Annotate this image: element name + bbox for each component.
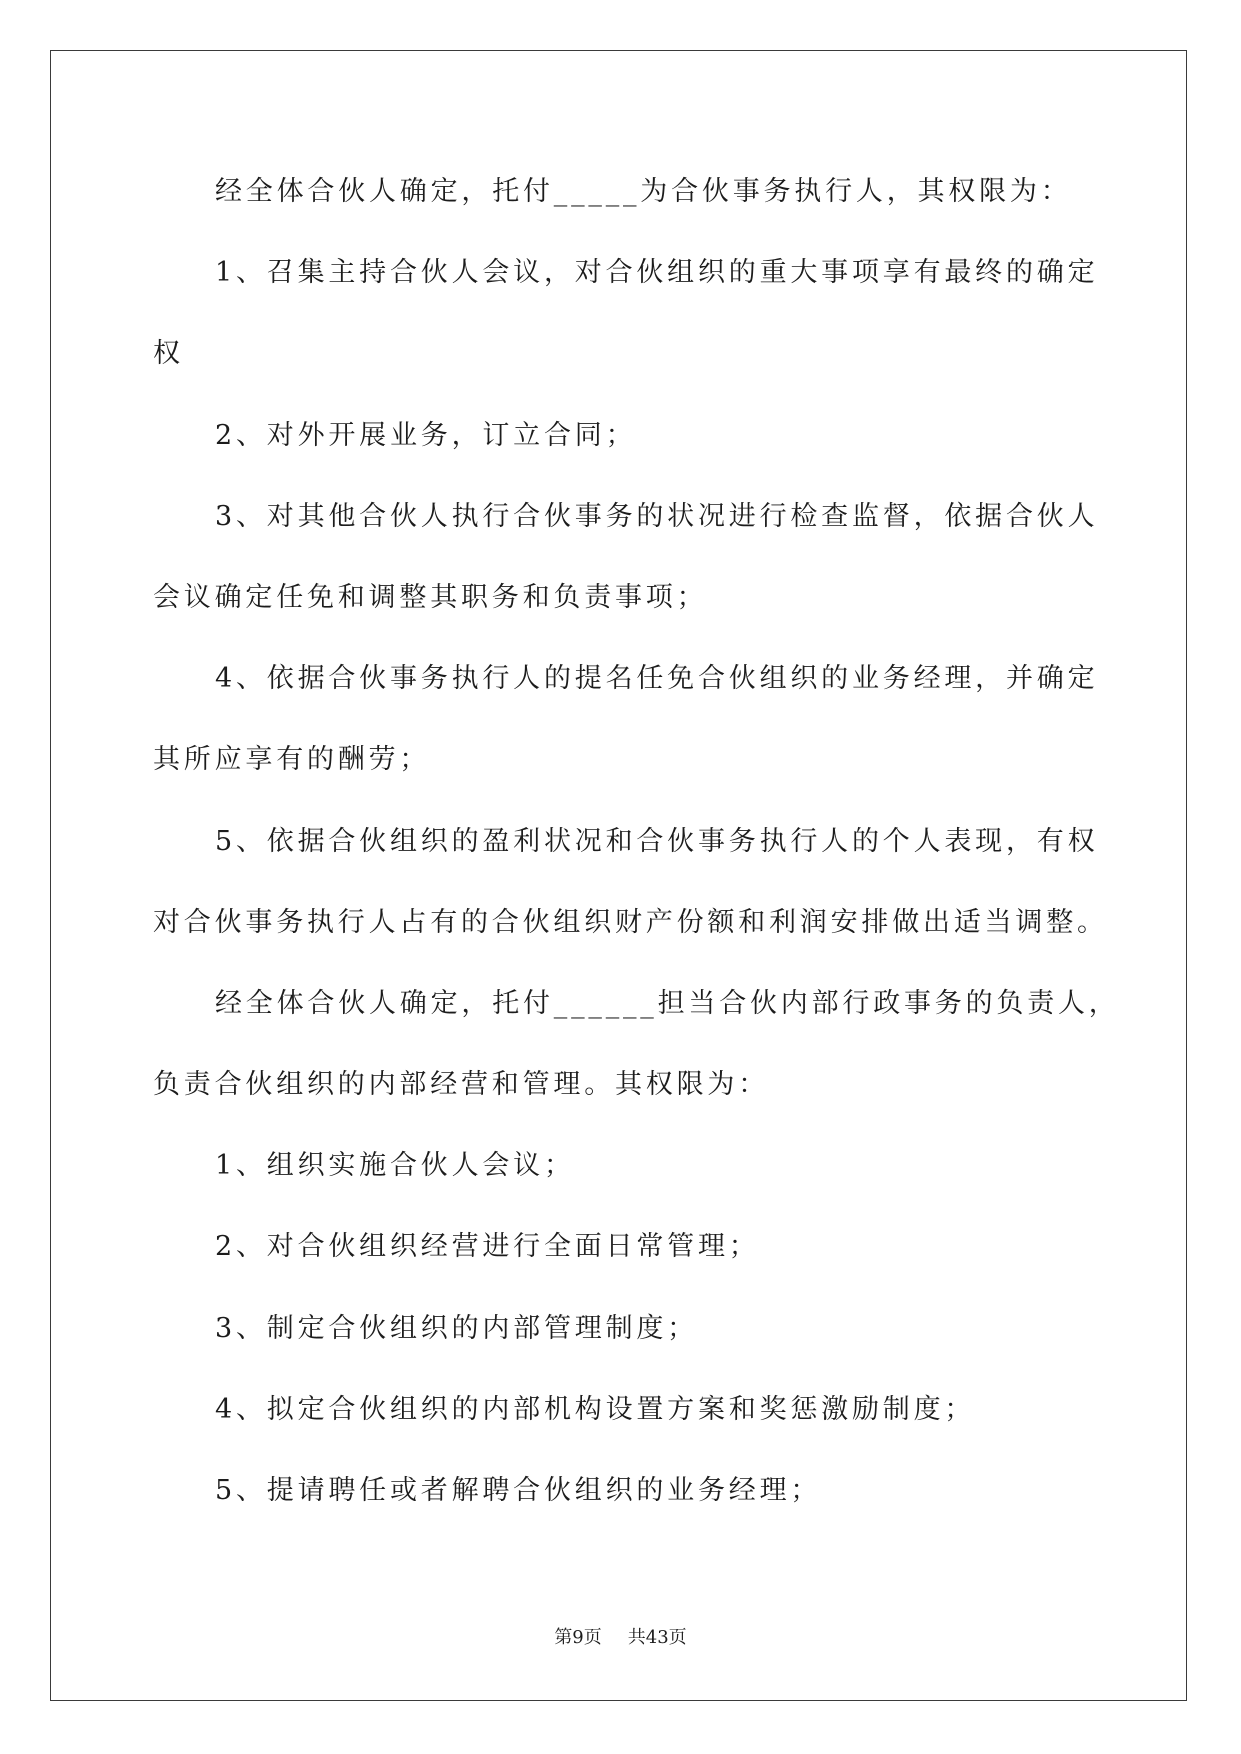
paragraph-line: 5、提请聘任或者解聘合伙组织的业务经理；: [215, 1475, 822, 1506]
paragraph-line: 负责合伙组织的内部经营和管理。其权限为：: [153, 1069, 769, 1101]
paragraph: [153, 638, 1153, 800]
paragraph-line: 对合伙事务执行人占有的合伙组织财产份额和利润安排做出适当调整。: [153, 906, 1108, 938]
paragraph: [153, 1125, 1153, 1206]
paragraph: [153, 1450, 1153, 1531]
paragraph: [153, 1206, 1153, 1287]
paragraph-line: 5、依据合伙组织的盈利状况和合伙事务执行人的个人表现，有权: [215, 825, 1099, 857]
paragraph-line: 3、对其他合伙人执行合伙事务的状况进行检查监督，依据合伙人: [215, 500, 1099, 532]
total-page-count: 共43页: [627, 1627, 687, 1648]
paragraph-line: 经全体合伙人确定，托付______担当合伙内部行政事务的负责人，: [215, 987, 1120, 1019]
paragraph-line: 会议确定任免和调整其职务和负责事项；: [153, 581, 708, 613]
page-footer: [0, 1624, 1241, 1652]
paragraph-line: 1、召集主持合伙人会议，对合伙组织的重大事项享有最终的确定: [215, 257, 1099, 289]
current-page-number: 第9页: [554, 1627, 602, 1648]
paragraph-line: 4、拟定合伙组织的内部机构设置方案和奖惩激励制度；: [215, 1393, 976, 1425]
paragraph-line: 4、依据合伙事务执行人的提名任免合伙组织的业务经理，并确定: [215, 663, 1099, 695]
document-body: [153, 151, 1153, 1531]
paragraph: [153, 963, 1153, 1125]
paragraph-line: 3、制定合伙组织的内部管理制度；: [215, 1312, 698, 1344]
paragraph-line: 权: [153, 338, 184, 370]
paragraph-line: 2、对合伙组织经营进行全面日常管理；: [215, 1231, 760, 1263]
paragraph: [153, 1288, 1153, 1369]
paragraph-line: 其所应享有的酬劳；: [153, 744, 431, 776]
paragraph: [153, 801, 1153, 963]
paragraph: [153, 476, 1153, 638]
paragraph: [153, 232, 1153, 394]
paragraph: [153, 151, 1153, 232]
paragraph-line: 1、组织实施合伙人会议；: [215, 1150, 575, 1182]
paragraph-line: 经全体合伙人确定，托付_____为合伙事务执行人，其权限为：: [215, 176, 1072, 207]
paragraph: [153, 395, 1153, 476]
paragraph-line: 2、对外开展业务，订立合同；: [215, 419, 637, 451]
paragraph: [153, 1369, 1153, 1450]
